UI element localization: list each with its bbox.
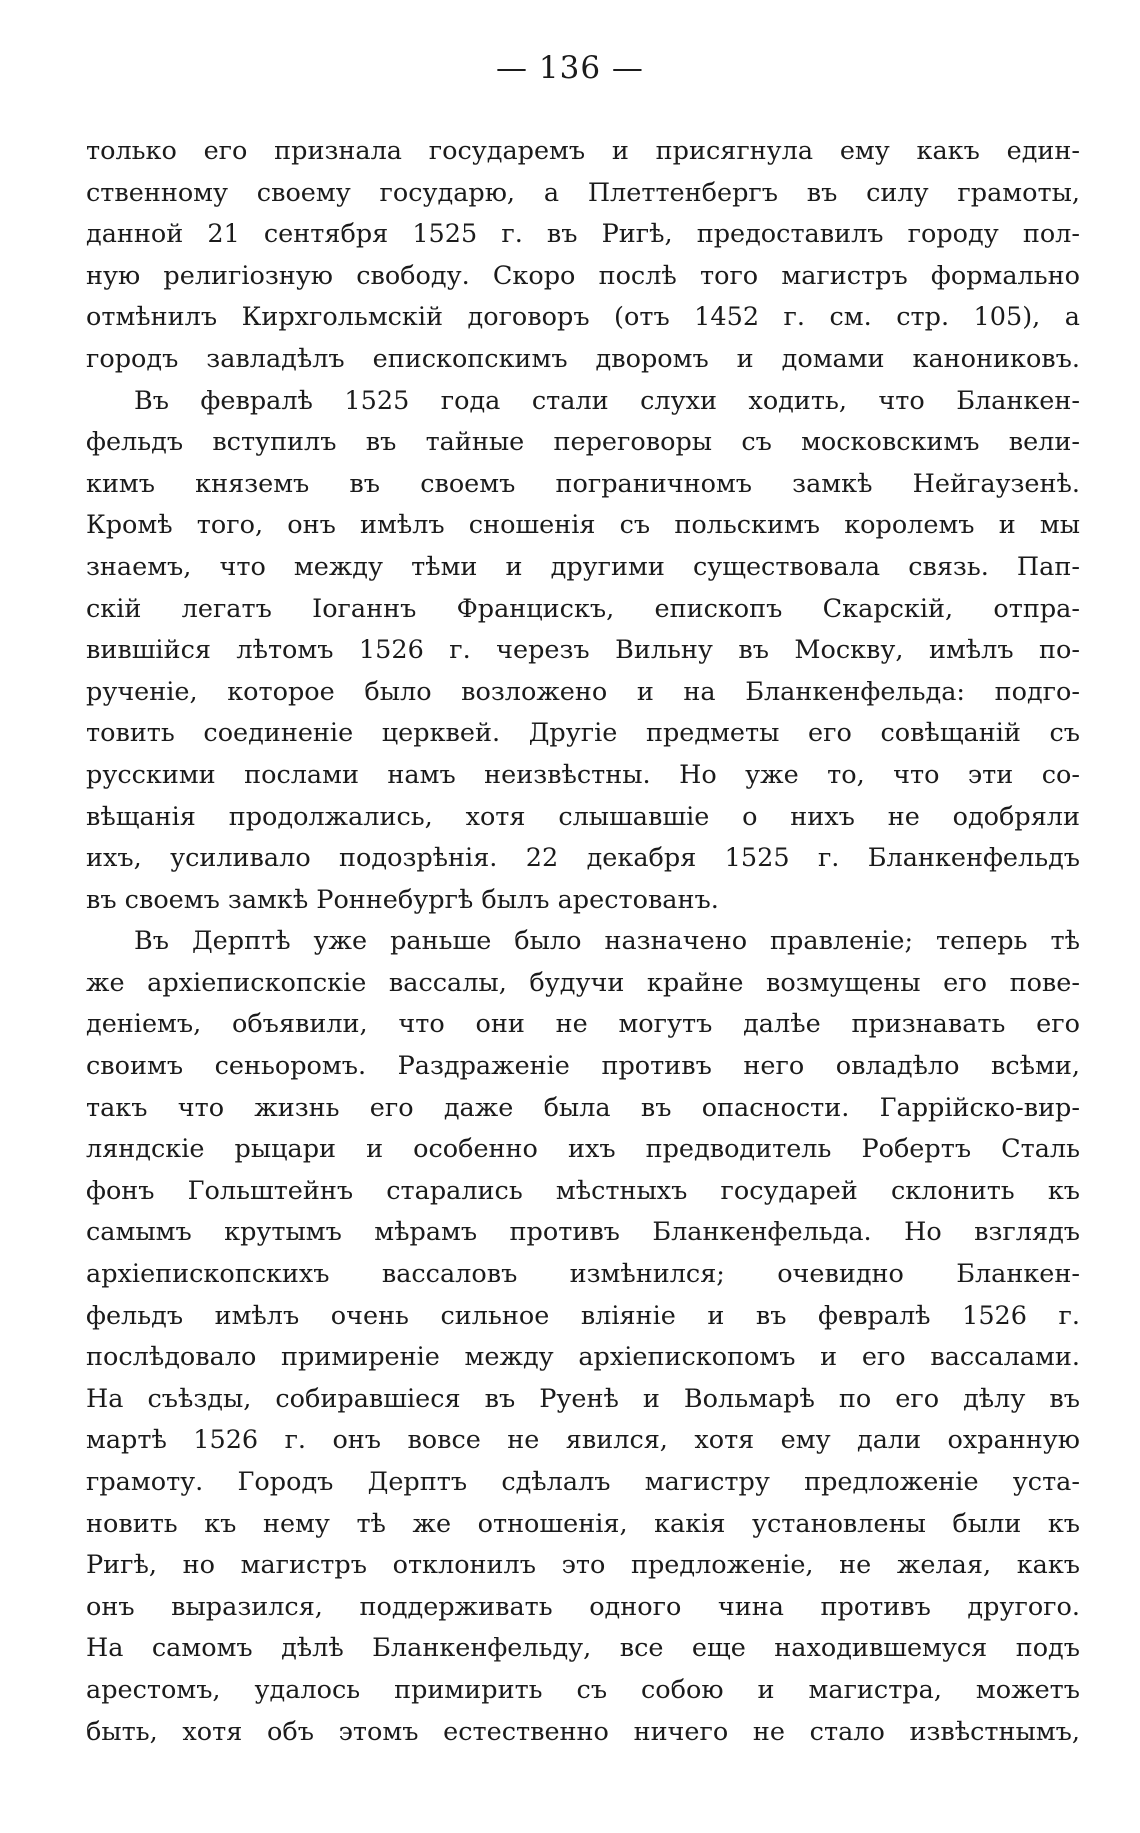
body-text [86, 131, 1080, 1753]
text-line: На самомъ дѣлѣ Бланкенфельду, все еще находившемуся подъ [86, 1633, 1080, 1664]
text-line: товить соединеніе церквей. Другіе предметы его совѣщаній съ [86, 718, 1080, 749]
text-line: Ригѣ, но магистръ отклонилъ это предложеніе, не желая, какъ [86, 1550, 1080, 1581]
text-line: фонъ Гольштейнъ старались мѣстныхъ государей склонить къ [86, 1175, 1080, 1206]
text-line: данной 21 сентября 1525 г. въ Ригѣ, предоставилъ городу пол- [86, 219, 1080, 250]
text-line: отмѣнилъ Кирхгольмскій договоръ (отъ 1452 г. см. стр. 105), а [86, 302, 1080, 333]
text-line: вѣщанія продолжались, хотя слышавшіе о нихъ не одобряли [86, 801, 1080, 832]
text-line: грамоту. Городъ Дерптъ сдѣлалъ магистру предложеніе уста- [86, 1467, 1080, 1497]
text-line: въ своемъ замкѣ Роннебургѣ былъ арестованъ. [86, 884, 719, 915]
text-line: только его признала государемъ и присягнула ему какъ един- [86, 136, 1080, 166]
text-line: послѣдовало примиреніе между архіепископомъ и его вассалами. [86, 1342, 1080, 1373]
text-line: ихъ, усиливало подозрѣнія. 22 декабря 1525 г. Бланкенфельдъ [86, 843, 1080, 874]
text-line: новить къ нему тѣ же отношенія, какія установлены были къ [86, 1508, 1080, 1539]
text-line: арестомъ, удалось примирить съ собою и магистра, можетъ [86, 1674, 1080, 1705]
text-line: своимъ сеньоромъ. Раздраженіе противъ него овладѣло всѣми, [86, 1051, 1080, 1082]
text-line: самымъ крутымъ мѣрамъ противъ Бланкенфельда. Но взглядъ [86, 1217, 1080, 1248]
text-line: ляндскіе рыцари и особенно ихъ предводитель Робертъ Сталь [86, 1134, 1080, 1165]
text-line: быть, хотя объ этомъ естественно ничего не стало извѣстнымъ, [86, 1716, 1080, 1747]
text-line: онъ выразился, поддерживать одного чина противъ другого. [86, 1591, 1080, 1622]
text-line: Кромѣ того, онъ имѣлъ сношенія съ польскимъ королемъ и мы [86, 510, 1080, 541]
text-line: такъ что жизнь его даже была въ опасности. Гаррійско-вир- [86, 1092, 1080, 1123]
text-line: Въ февралѣ 1525 года стали слухи ходить, что Бланкен- [134, 385, 1080, 416]
text-line: фельдъ имѣлъ очень сильное вліяніе и въ февралѣ 1526 г. [86, 1300, 1080, 1331]
text-line: ную религіозную свободу. Скоро послѣ того магистръ формально [86, 260, 1080, 291]
page-number: — 136 — [496, 50, 644, 86]
text-line: же архіепископскіе вассалы, будучи крайне возмущены его пове- [86, 967, 1080, 998]
text-line: рученіе, которое было возложено и на Бланкенфельда: подго- [86, 676, 1080, 707]
text-line: фельдъ вступилъ въ тайные переговоры съ московскимъ вели- [86, 427, 1080, 458]
text-line: мартѣ 1526 г. онъ вовсе не явился, хотя ему дали охранную [86, 1425, 1080, 1456]
text-line: вившійся лѣтомъ 1526 г. черезъ Вильну въ Москву, имѣлъ по- [86, 635, 1080, 666]
text-line: знаемъ, что между тѣми и другими существовала связь. Пап- [86, 551, 1080, 582]
text-line: ственному своему государю, а Плеттенбергъ въ силу грамоты, [86, 177, 1080, 208]
text-line: кимъ княземъ въ своемъ пограничномъ замкѣ Нейгаузенѣ. [86, 468, 1080, 499]
text-line: городъ завладѣлъ епископскимъ дворомъ и домами канониковъ. [86, 343, 1080, 374]
text-line: Въ Дерптѣ уже раньше было назначено правленіе; теперь тѣ [134, 926, 1080, 957]
text-line: архіепископскихъ вассаловъ измѣнился; очевидно Бланкен- [86, 1259, 1080, 1290]
text-line: скій легатъ Іоганнъ Францискъ, епископъ Скарскій, отпра- [86, 593, 1080, 624]
text-line: русскими послами намъ неизвѣстны. Но уже то, что эти со- [86, 759, 1080, 790]
text-line: На съѣзды, собиравшіеся въ Руенѣ и Вольмарѣ по его дѣлу въ [86, 1383, 1080, 1414]
text-line: деніемъ, объявили, что они не могутъ далѣе признавать его [86, 1009, 1080, 1040]
